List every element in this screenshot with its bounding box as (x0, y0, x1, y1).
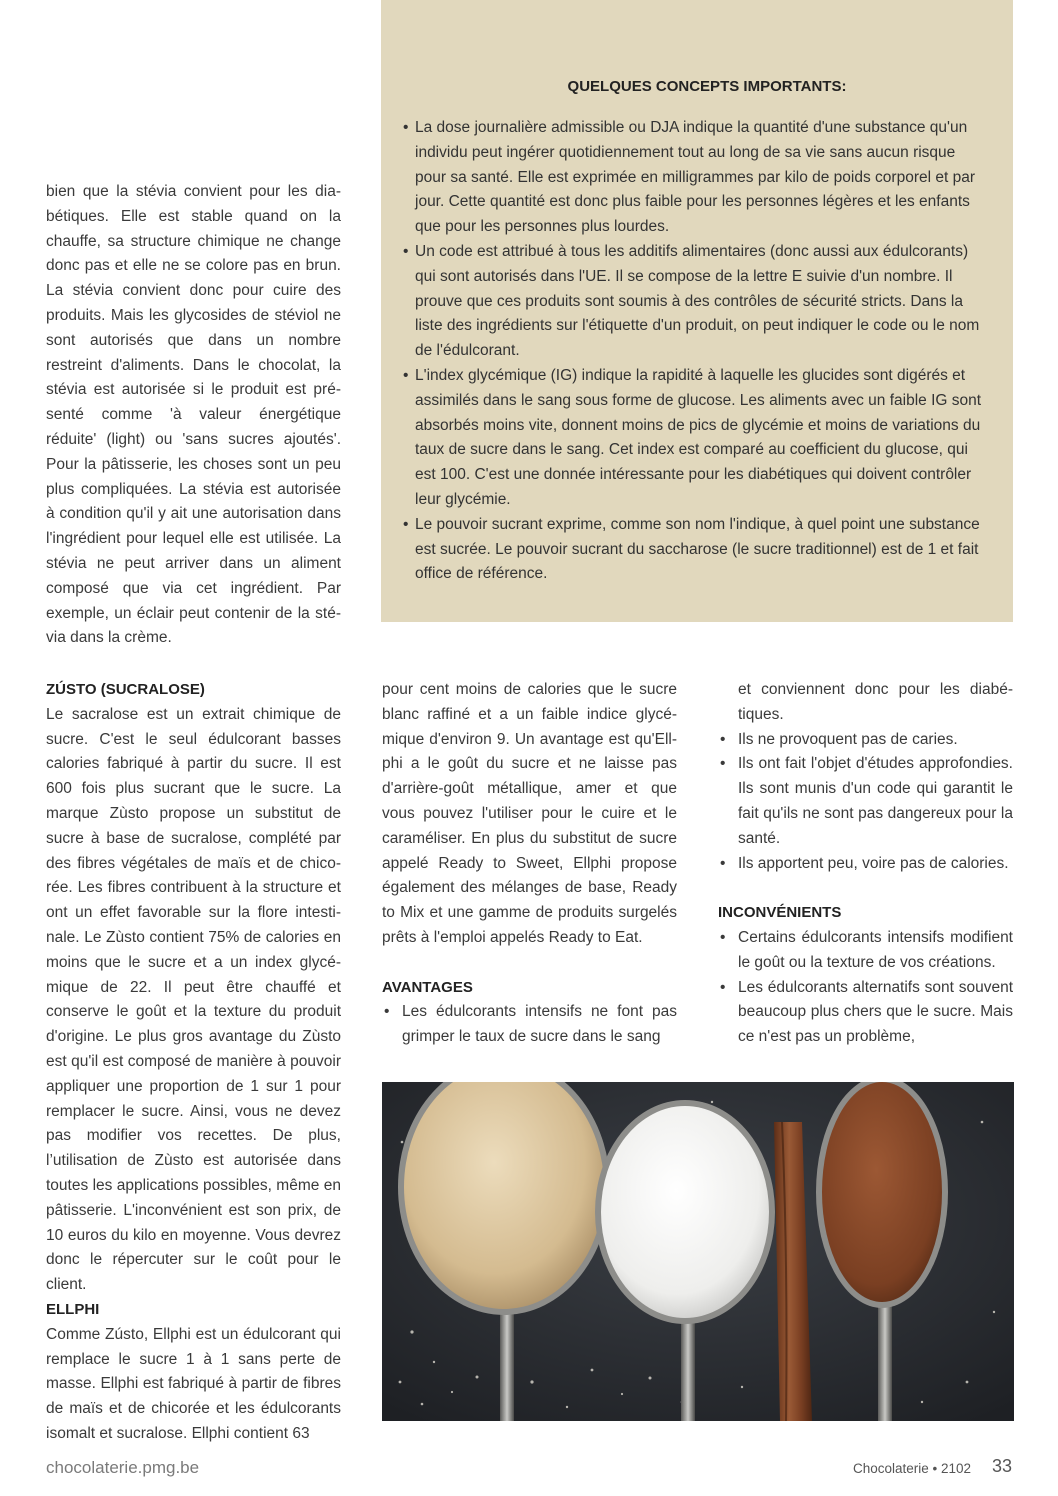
inconvenient-item: • Les édulcorants alternatifs sont souvent beaucoup plus chers que le sucre. Mais ce n'est pas un problème, (718, 976, 1013, 1050)
concepts-box (381, 0, 1013, 622)
sugar-spoons-photo (382, 1082, 1014, 1421)
zusto-heading: ZÚSTO (SUCRALOSE) (46, 681, 205, 698)
footer-website-link[interactable]: chocolaterie.pmg.be (46, 1458, 200, 1477)
zusto-paragraph: Le sacralose est un extrait chimique de sucre. C'est le seul édulcorant basses calories fabriqué à partir du sucre. Il est 600 fois plus sucrant que le sucre. La marque Zùsto propose un substitut de sucre à base de sucralose, complété par des fibres végétales de maïs et de chicorée. Les fibres contribuent à la structure et ont un effet favorable sur la flore intestinale. Le Zùsto contient 75% de calories en moins que le sucre et a un index glycémique de 22. Il peut être chauffé et conserve le goût et la texture du produit d'origine. Le plus gros avantage du Zùsto est qu'il est composé de manière à pouvoir appliquer une proportion de 1 sur 1 pour remplacer le sucre. Ainsi, vous ne devez pas modifier vos recettes. De plus, l’utilisation de Zùsto est autorisée dans toutes les applications possibles, même en pâtisserie. L'inconvénient est son prix, de 10 euros du kilo en moyenne. Vous devrez donc le répercuter sur le coût pour le client. (46, 705, 341, 1294)
left-column (46, 678, 341, 1447)
ellphi-heading: ELLPHI (46, 1300, 100, 1318)
concept-item-index-glycemique: • L'index glycémique (IG) indique la rapidité à laquelle les glucides sont digérés et assimilés dans le sang sous forme de glucose. Les aliments avec un faible IG sont absorbés moins vite, donnent moins de pics de glycémie et moins de variations du taux de sucre dans le sang. Cet index est comparé au coefficient du glucose, qui est 100. C'est une donnée intéressante pour les diabétiques qui doivent contrôler leur glycémie. (405, 364, 989, 513)
right-column (718, 678, 1013, 1050)
ellphi-paragraph: Comme Zústo, Ellphi est un édulcorant qui remplace le sucre 1 à 1 sans perte de masse. Ellphi est fabriqué à partir de fibres de maïs et de chicorée et les édulcorants isomalt et sucralose. Ellphi contient 63 (46, 1325, 341, 1442)
inconvenients-list (718, 926, 1013, 1050)
concept-item-dja: • La dose journalière admissible ou DJA indique la quantité d'une substance qu'un individu peut ingérer quotidiennement tout au long de sa vie sans aucun risque pour sa santé. Elle est exprimée en milligrammes par kilo de poids corporel et par jour. Cette quantité est donc plus faible pour les personnes légères et les enfants que pour les personnes plus lourdes. (405, 116, 989, 240)
footer-magazine-issue: Chocolaterie • 2102 (853, 1461, 972, 1476)
sugar-spoons-illustration (382, 1082, 1014, 1421)
avantage-item: • Les édulcorants intensifs ne font pas grimper le taux de sucre dans le sang (382, 1000, 677, 1050)
avantage-item: • Ils ont fait l'objet d'études approfondies. Ils sont munis d'un code qui garantit le fait qu'ils ne sont pas dangereux pour la santé. (718, 752, 1013, 851)
concepts-list (405, 116, 989, 587)
stevia-paragraph-column (46, 180, 341, 651)
inconvenient-item: • Certains édulcorants intensifs modifient le goût ou la texture de vos créations. (718, 926, 1013, 976)
concepts-title: QUELQUES CONCEPTS IMPORTANTS: (567, 78, 847, 95)
avantage-item-continued: et conviennent donc pour les diabétiques. (738, 681, 1013, 723)
middle-column (382, 678, 677, 1050)
avantages-list-continued (718, 728, 1013, 877)
avantage-item: • Ils apportent peu, voire pas de calories. (718, 852, 1013, 877)
page-number: 33 (992, 1456, 1013, 1476)
concept-item-pouvoir-sucrant: • Le pouvoir sucrant exprime, comme son nom l'indique, à quel point une substance est sucrée. Le pouvoir sucrant du saccharose (le sucre traditionnel) est de 1 et fait office de référence. (405, 513, 989, 587)
concept-item-code-e: • Un code est attribué à tous les additifs alimentaires (donc aussi aux édulcorants) qui sont autorisés dans l'UE. Il se compose de la lettre E suivie d'un nombre. Il prouve que ces produits sont soumis à des contrôles de sécurité stricts. Dans la liste des ingrédients sur l'étiquette d'un produit, on peut indiquer le code ou le nom de l'édulcorant. (405, 240, 989, 364)
avantage-item: • Ils ne provoquent pas de caries. (718, 728, 1013, 753)
inconvenients-heading: INCONVÉNIENTS (718, 904, 842, 922)
avantages-list (382, 1000, 677, 1050)
avantages-heading: AVANTAGES (382, 978, 473, 996)
ellphi-paragraph-continued: pour cent moins de calories que le sucre blanc raffiné et a un faible indice glycémique d'environ 9. Un avantage est qu'Ellphi a le goût du sucre et ne laisse pas d'arrière-goût métallique, amer et que vous pouvez l'utiliser pour le cuire et le caraméliser. En plus du substitut de sucre appelé Ready to Sweet, Ellphi propose également des mélanges de base, Ready to Mix et une gamme de produits surgelés prêts à l'emploi appelés Ready to Eat. (382, 681, 677, 946)
stevia-paragraph: bien que la stévia convient pour les diabétiques. Elle est stable quand on la chauffe, sa structure chimique ne change donc pas et elle ne se colore pas en brun. La stévia convient donc pour cuire des produits. Mais les glycosides de stéviol ne sont autorisés que dans un nombre restreint d'aliments. Dans le chocolat, la stévia est autorisée si le produit est présenté comme 'à valeur énergétique réduite' (light) ou 'sans sucres ajoutés'. Pour la pâtisserie, les choses sont un peu plus compliquées. La stévia est autorisée à condition qu'il y ait une autorisation dans l'ingrédient pour lequel elle est utilisée. La stévia ne peut arriver dans un aliment composé que via cet ingrédient. Par exemple, un éclair peut contenir de la stévia dans la crème. (46, 183, 341, 647)
